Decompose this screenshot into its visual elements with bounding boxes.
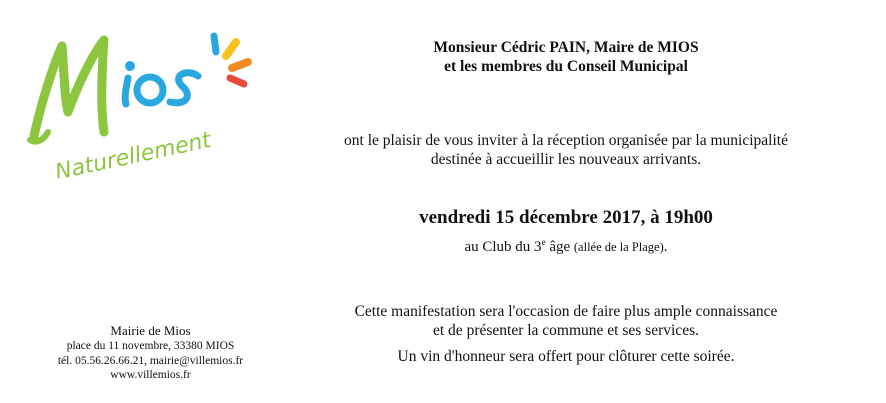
contact-phone-email: tél. 05.56.26.66.21, mairie@villemios.fr <box>57 354 244 367</box>
ray-blue <box>214 36 216 52</box>
mios-logo-graphic <box>18 28 258 178</box>
closing-line-3: Un vin d'honneur sera offert pour clôturer cette soirée. <box>397 348 735 365</box>
ray-orange <box>232 62 248 68</box>
event-venue <box>300 233 832 257</box>
invitation-header <box>300 38 832 76</box>
invitation-text <box>300 131 832 169</box>
venue-detail: (allée de la Plage) <box>573 240 664 254</box>
invitation-line-1: ont le plaisir de vous inviter à la réception organisée par la municipalité <box>344 132 788 149</box>
venue-prefix: au Club du 3 <box>464 239 542 255</box>
contact-block <box>28 323 273 383</box>
event-date: vendredi 15 décembre 2017, à 19h00 <box>419 207 713 228</box>
contact-address: place du 11 novembre, 33380 MIOS <box>66 340 235 352</box>
closing-text <box>300 302 832 340</box>
venue-superscript: e <box>541 237 546 247</box>
header-line-1: Monsieur Cédric PAIN, Maire de MIOS <box>433 39 699 56</box>
header-line-2: et les membres du Conseil Municipal <box>444 58 688 75</box>
venue-end: . <box>663 239 668 255</box>
closing-line-2: et de présenter la commune et ses services. <box>433 322 699 339</box>
logo-i-dot <box>125 61 135 71</box>
ray-red <box>230 78 244 84</box>
ray-yellow <box>226 42 236 56</box>
mios-logo <box>18 28 258 178</box>
contact-name: Mairie de Mios <box>110 323 191 338</box>
logo-tagline: Naturellement <box>53 127 214 178</box>
invitation-line-2: destinée à accueillir les nouveaux arrivants. <box>430 151 702 168</box>
venue-suffix: âge <box>545 239 574 255</box>
closing-line-1: Cette manifestation sera l'occasion de faire plus ample connaissance <box>354 303 778 320</box>
contact-website: www.villemios.fr <box>110 369 191 381</box>
